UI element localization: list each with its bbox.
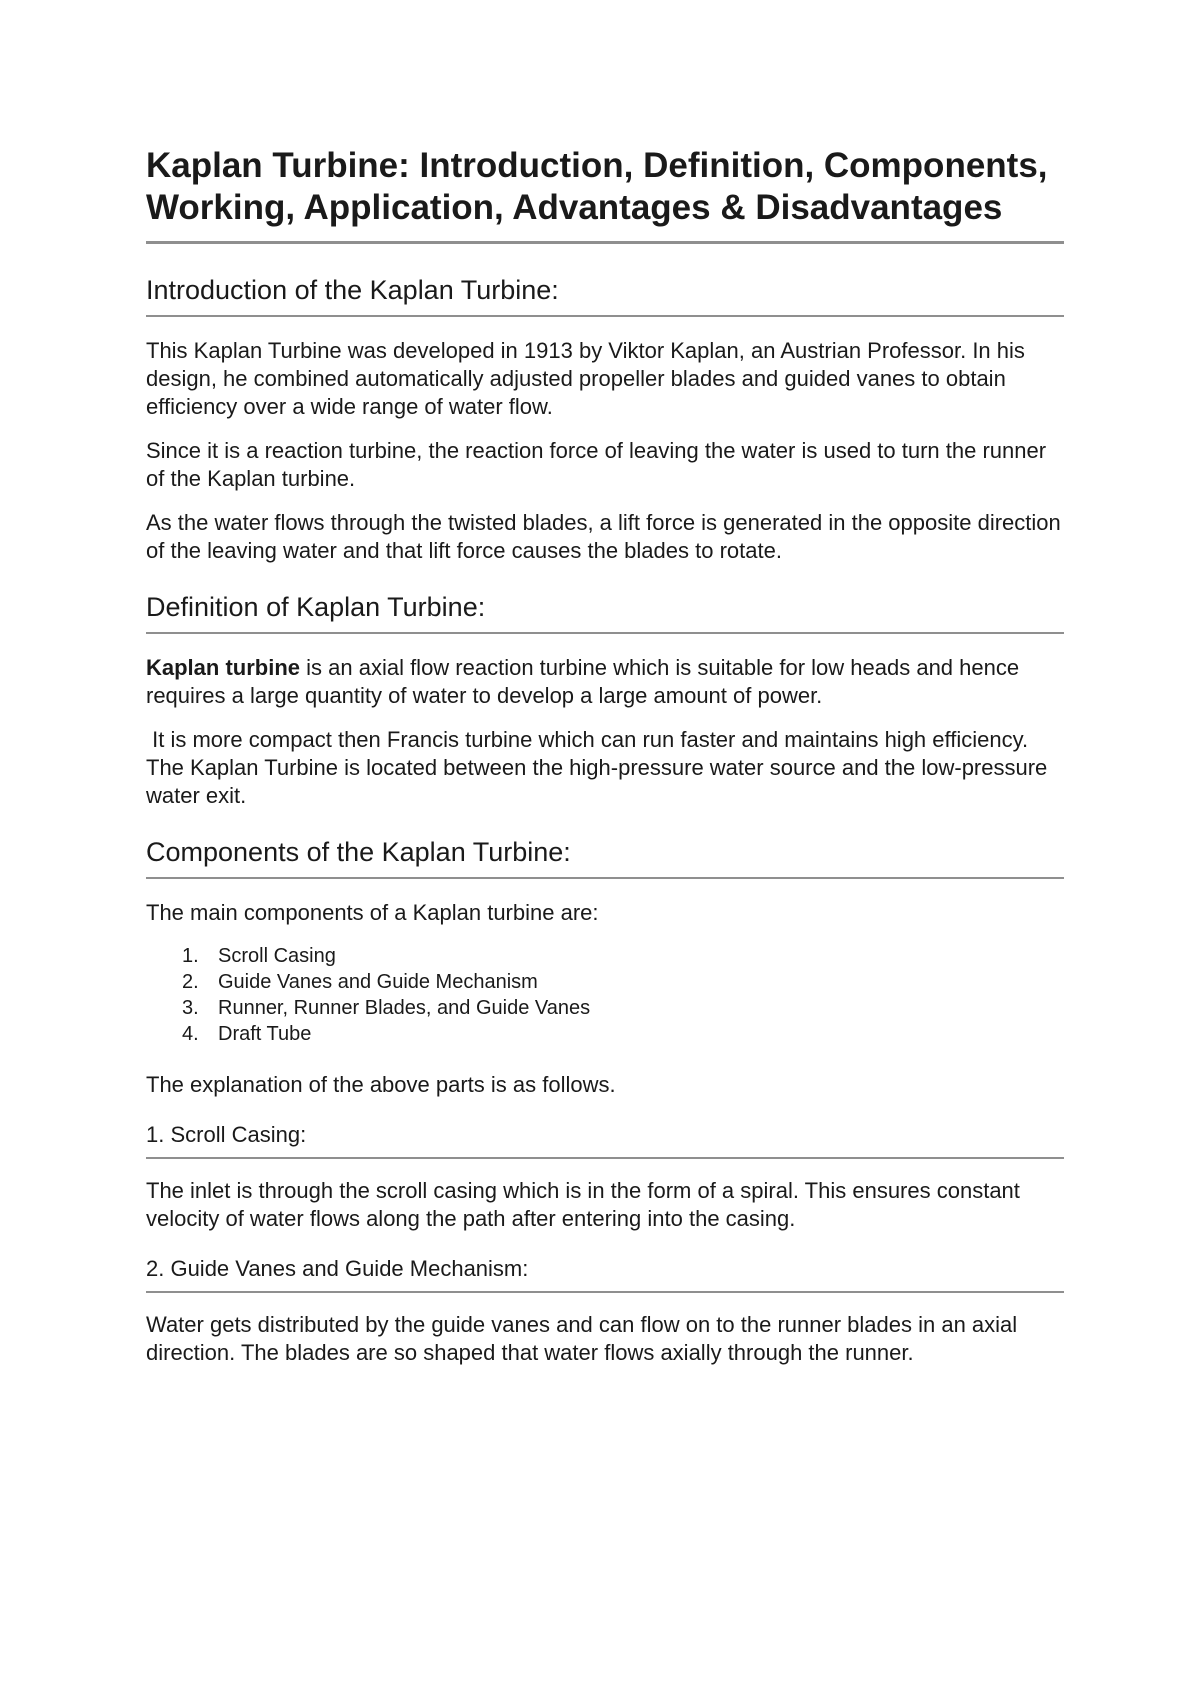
list-item-label: Runner, Runner Blades, and Guide Vanes <box>218 997 591 1019</box>
guide-vanes-text: Water gets distributed by the guide vanes and can flow on to the runner blades in an axial direction. The blades are so shaped that water flows axially through the runner. <box>146 1312 1018 1365</box>
components-heading: Components of the Kaplan Turbine: <box>146 835 1064 879</box>
list-item-label: Guide Vanes and Guide Mechanism <box>218 971 538 993</box>
scroll-casing-text: The inlet is through the scroll casing which is in the form of a spiral. This ensures constant velocity of water flows along the path after entering into the casing. <box>146 1178 1020 1231</box>
list-item-number: 1. <box>182 945 199 967</box>
list-item <box>146 1021 1064 1047</box>
list-item <box>146 943 1064 969</box>
definition-paragraph-2: It is more compact then Francis turbine which can run faster and maintains high efficiency. The Kaplan Turbine is located between the high-pressure water source and the low-pressure water exit. <box>146 727 1054 808</box>
list-item <box>146 995 1064 1021</box>
components-explanation: The explanation of the above parts is as follows. <box>146 1072 616 1097</box>
document-title: Kaplan Turbine: Introduction, Definition, Components, Working, Application, Advantages & Disadvantages <box>146 145 1064 244</box>
components-intro: The main components of a Kaplan turbine are: <box>146 900 599 925</box>
guide-vanes-heading: 2. Guide Vanes and Guide Mechanism: <box>146 1255 1064 1293</box>
definition-heading: Definition of Kaplan Turbine: <box>146 590 1064 634</box>
introduction-heading: Introduction of the Kaplan Turbine: <box>146 273 1064 317</box>
introduction-paragraph: Since it is a reaction turbine, the reaction force of leaving the water is used to turn the runner of the Kaplan turbine. <box>146 438 1047 491</box>
definition-paragraph <box>146 654 1064 710</box>
list-item-number: 2. <box>182 971 199 993</box>
definition-term: Kaplan turbine <box>146 655 301 680</box>
components-list <box>146 943 1064 1047</box>
list-item-label: Scroll Casing <box>218 945 336 967</box>
list-item-number: 4. <box>182 1023 199 1045</box>
scroll-casing-heading: 1. Scroll Casing: <box>146 1121 1064 1159</box>
list-item-label: Draft Tube <box>218 1023 312 1045</box>
introduction-paragraph: This Kaplan Turbine was developed in 1913 by Viktor Kaplan, an Austrian Professor. In his design, he combined automatically adjusted propeller blades and guided vanes to obtain efficiency over a wide range of water flow. <box>146 338 1025 419</box>
definition-text: is an axial flow reaction turbine which is suitable for low heads and hence requires a large quantity of water to develop a large amount of power. <box>146 655 1020 708</box>
list-item-number: 3. <box>182 997 199 1019</box>
list-item <box>146 969 1064 995</box>
introduction-paragraph: As the water flows through the twisted blades, a lift force is generated in the opposite direction of the leaving water and that lift force causes the blades to rotate. <box>146 510 1061 563</box>
